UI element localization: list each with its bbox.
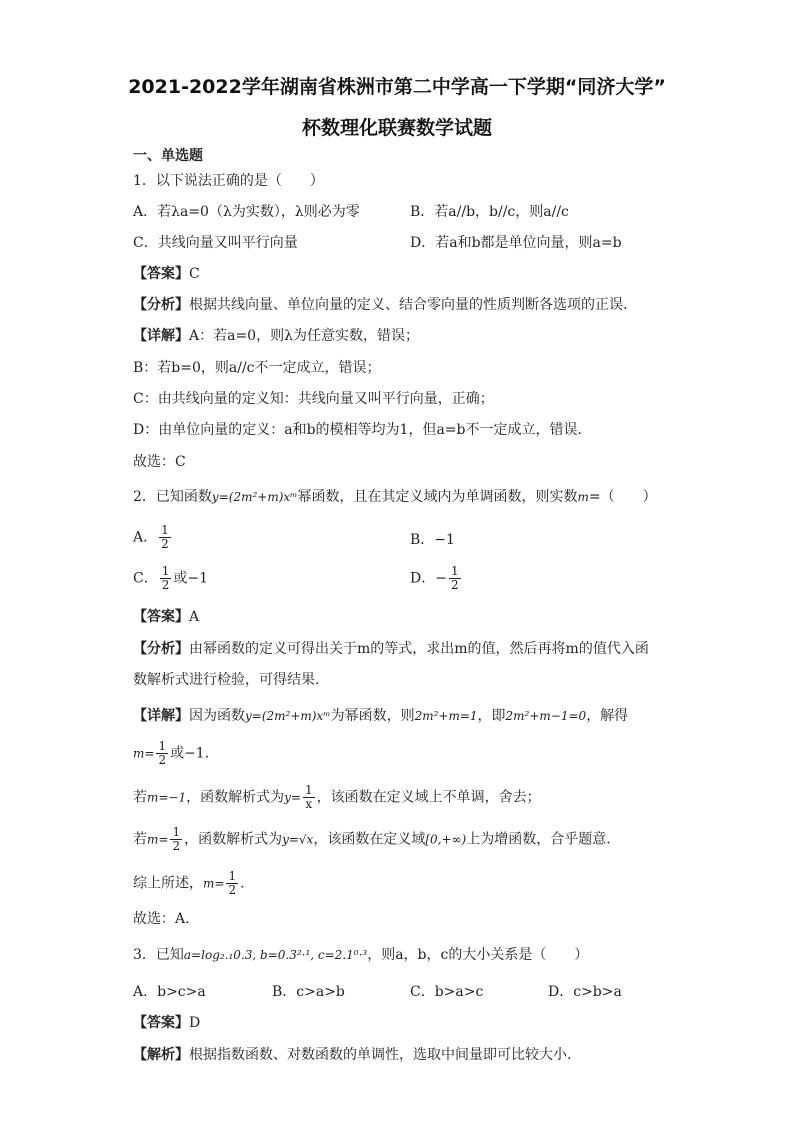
answer-tag: 【答案】 <box>133 266 189 282</box>
answer-tag: 【答案】 <box>133 609 189 625</box>
document-title-line-1: 2021-2022学年湖南省株洲市第二中学高一下学期“同济大学” <box>128 76 666 98</box>
denominator: 2 <box>172 839 181 853</box>
answer-value: D <box>189 1015 201 1031</box>
numerator: 1 <box>228 869 237 883</box>
q1-option-d: D．若a和b都是单位向量，则a=b <box>410 235 622 251</box>
q3-stem <box>133 946 588 964</box>
q3-answer <box>133 1014 200 1032</box>
text: ，则a，b，c的大小关系是（ ） <box>367 947 589 963</box>
text: 若 <box>133 831 147 848</box>
numerator: 1 <box>161 564 170 578</box>
answer-value: C <box>189 266 200 282</box>
text: ，解得 <box>586 708 629 724</box>
q1-detail-a <box>133 327 419 345</box>
formula: m=−1 <box>147 790 187 805</box>
q2-analysis-line-1 <box>133 640 649 658</box>
text: ，该函数在定义域 <box>313 831 426 848</box>
denominator: 2 <box>158 753 167 767</box>
formula: y=√x <box>282 832 314 847</box>
document-title-line-2: 杯数理化联赛数学试题 <box>301 117 492 139</box>
text: 或−1. <box>170 745 210 762</box>
q1-conclusion: 故选：C <box>133 454 186 470</box>
numerator: 1 <box>304 783 313 797</box>
q2-stem-text-3: =（ ） <box>588 489 657 505</box>
q2-analysis-line-2: 数解析式进行检验，可得结果. <box>133 672 320 688</box>
analysis-tag: 【分析】 <box>133 297 189 313</box>
q1-stem: 1．以下说法正确的是（ ） <box>133 173 324 189</box>
q3-option-c: C．b>a>c <box>410 984 484 1000</box>
q1-option-c: C．共线向量又叫平行向量 <box>133 235 298 251</box>
q2-option-d <box>410 565 463 592</box>
denominator: x <box>305 797 313 811</box>
analysis-tag: 【分析】 <box>133 641 189 657</box>
fraction <box>226 870 238 897</box>
q2-option-a <box>133 524 173 551</box>
detail-text: A：若a=0，则λ为任意实数，错误； <box>189 328 419 344</box>
q1-analysis <box>133 296 627 314</box>
text: ，函数解析式为 <box>184 831 283 848</box>
q2-detail-5 <box>133 870 245 897</box>
q3-analysis <box>133 1046 571 1064</box>
formula: [0,+∞) <box>425 832 467 847</box>
q2-option-b: B．−1 <box>410 532 455 548</box>
denominator: 2 <box>450 578 459 592</box>
text: 若 <box>133 789 147 806</box>
analysis-text: 根据共线向量、单位向量的定义、结合零向量的性质判断各选项的正误. <box>189 297 628 313</box>
formula: y= <box>284 790 301 805</box>
fraction <box>170 826 182 853</box>
q2-stem-text-2: 幂函数，且在其定义域内为单调函数，则实数 <box>297 489 578 505</box>
numerator: 1 <box>158 739 167 753</box>
fraction <box>156 740 168 767</box>
q3-option-b: B．c>a>b <box>272 984 345 1000</box>
fraction <box>303 784 315 811</box>
formula: m= <box>133 746 155 761</box>
option-label: C． <box>133 570 158 587</box>
option-tail: 或−1 <box>173 570 208 587</box>
analysis-text: 由幂函数的定义可得出关于m的等式，求出m的值，然后再将m的值代入函 <box>189 641 649 657</box>
text: 3．已知 <box>133 947 184 963</box>
text: ，即 <box>477 708 506 724</box>
formula: y=(2m²+m)xᵐ <box>245 709 331 723</box>
text: 综上所述， <box>133 875 203 892</box>
q2-conclusion: 故选：A. <box>133 911 190 927</box>
text: ，函数解析式为 <box>186 789 285 806</box>
q3-option-a: A．b>c>a <box>133 984 206 1000</box>
q2-answer <box>133 608 199 626</box>
option-label: D．− <box>410 570 447 587</box>
formula: a=log₂.₁0.3, b=0.3²·¹, c=2.1⁰·³ <box>183 948 368 962</box>
q1-option-a: A．若λa=0（λ为实数），λ则必为零 <box>133 204 360 220</box>
q2-detail-3 <box>133 784 541 811</box>
section-heading: 一、单选题 <box>133 148 203 164</box>
q2-detail-4 <box>133 826 611 853</box>
text: . <box>240 875 245 892</box>
formula: 2m²+m−1=0 <box>505 709 587 723</box>
q2-stem-formula: y=(2m²+m)xᵐ <box>211 490 298 504</box>
formula: 2m²+m=1 <box>414 709 478 723</box>
detail-tag: 【详解】 <box>133 328 189 344</box>
q1-detail-b: B：若b=0，则a//c不一定成立，错误； <box>133 360 381 376</box>
fraction <box>160 565 172 592</box>
detail-tag: 【详解】 <box>133 708 189 724</box>
denominator: 2 <box>228 883 237 897</box>
q2-stem <box>133 488 657 506</box>
q1-option-b: B．若a//b，b//c，则a//c <box>410 204 569 220</box>
answer-value: A <box>189 609 200 625</box>
text: 因为函数 <box>189 708 245 724</box>
numerator: 1 <box>172 825 181 839</box>
q1-detail-c: C：由共线向量的定义知：共线向量又叫平行向量，正确； <box>133 391 494 407</box>
formula: m= <box>147 832 169 847</box>
analysis-tag: 【解析】 <box>133 1047 189 1063</box>
q2-stem-var: m <box>577 490 589 504</box>
denominator: 2 <box>161 578 170 592</box>
q2-detail-2 <box>133 740 209 767</box>
numerator: 1 <box>450 564 459 578</box>
q2-detail-1 <box>133 707 628 725</box>
fraction <box>159 524 171 551</box>
text: 为幂函数，则 <box>330 708 415 724</box>
answer-tag: 【答案】 <box>133 1015 189 1031</box>
analysis-text: 根据指数函数、对数函数的单调性，选取中间量即可比较大小. <box>189 1047 572 1063</box>
text: 上为增函数，合乎题意. <box>466 831 611 848</box>
q2-option-c <box>133 565 208 592</box>
q2-stem-text: 2．已知函数 <box>133 489 212 505</box>
denominator: 2 <box>161 537 169 551</box>
option-label: A． <box>133 529 158 546</box>
q3-option-d: D．c>b>a <box>548 984 622 1000</box>
q1-detail-d: D：由单位向量的定义：a和b的模相等均为1，但a=b不一定成立，错误. <box>133 422 582 438</box>
numerator: 1 <box>161 523 169 537</box>
fraction <box>449 565 461 592</box>
formula: m= <box>203 876 225 891</box>
text: ，该函数在定义域上不单调，舍去； <box>316 789 541 806</box>
q1-answer <box>133 265 200 283</box>
